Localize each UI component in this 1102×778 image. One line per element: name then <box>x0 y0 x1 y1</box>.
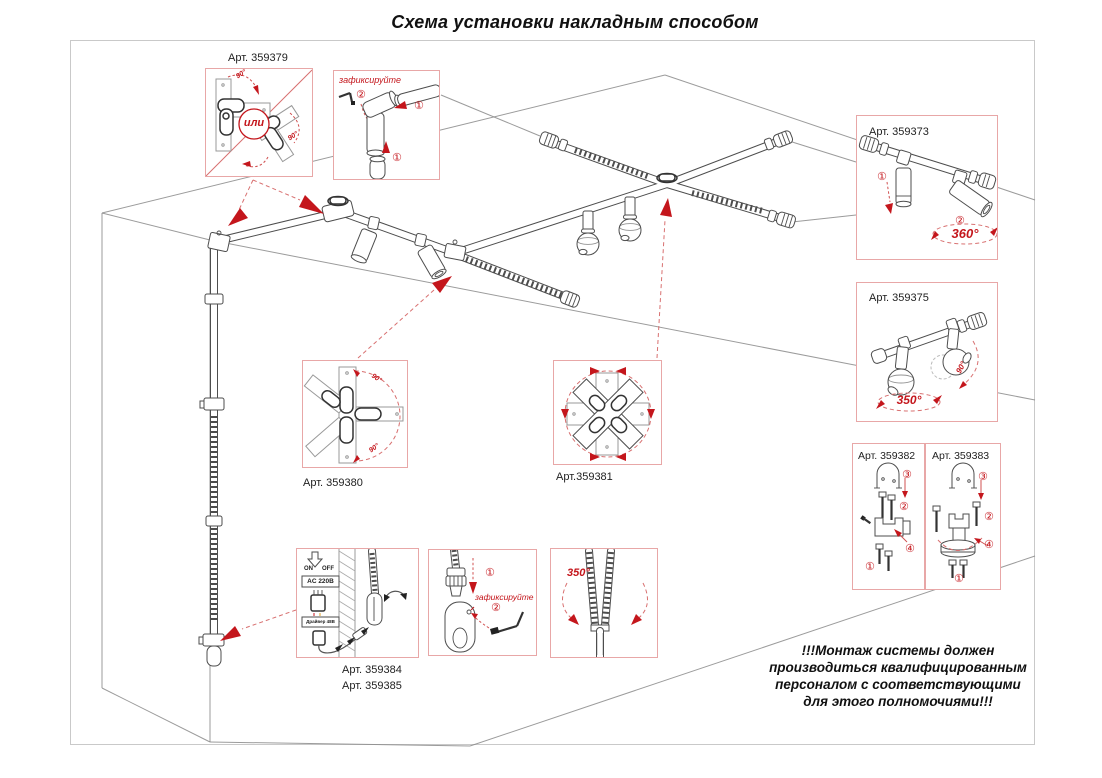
or-text: или <box>243 117 265 129</box>
bracket-359382-drawing <box>853 444 924 589</box>
warning-line: персоналом с соответствующими <box>775 677 1021 692</box>
angle-350-label: 350° <box>896 393 922 407</box>
cross-plate-drawing <box>303 361 407 467</box>
label-art-359375: Арт. 359375 <box>869 292 929 304</box>
step-3: ③ <box>902 469 912 481</box>
ac-220v-label: AC 220В <box>307 578 334 585</box>
pole-clamp <box>204 398 224 410</box>
installation-warning <box>750 642 1046 710</box>
label-art-359380: Арт. 359380 <box>303 477 363 489</box>
step-2: ② <box>491 602 501 614</box>
callout-359373 <box>856 115 998 260</box>
label-art-359381: Арт.359381 <box>556 471 613 483</box>
step-1: ① <box>414 100 424 112</box>
spotlight <box>350 216 447 280</box>
angle-90-label: 90° <box>367 442 381 455</box>
callout-359379 <box>205 68 313 177</box>
callout-359383 <box>925 443 1001 590</box>
step-1: ① <box>485 567 495 579</box>
pole-clamp <box>203 634 224 646</box>
on-label: ON <box>304 566 313 572</box>
callout-359382 <box>852 443 925 590</box>
fixate-bottom-drawing <box>429 550 536 655</box>
fixate-label: зафиксируйте <box>475 592 534 602</box>
driver-label: Драйвер 48В <box>306 619 335 624</box>
angle-350-label: 350° <box>567 567 590 579</box>
page-title: Схема установки накладным способом <box>391 12 759 32</box>
label-art-359379: Арт. 359379 <box>228 52 288 64</box>
callout-359381 <box>553 360 662 465</box>
label-art-359384: Арт. 359384 <box>342 664 402 676</box>
pole-clamp <box>205 294 223 304</box>
step-2: ② <box>955 215 965 227</box>
angle-90-label: 90° <box>369 372 383 385</box>
leader-lines-gray <box>441 95 856 222</box>
step-4: ④ <box>984 539 994 551</box>
step-3: ③ <box>978 471 988 483</box>
down-arrow-icon <box>308 552 322 567</box>
pole-foot <box>207 646 221 666</box>
callout-fixate-top <box>333 70 440 180</box>
step-1: ① <box>877 171 887 183</box>
angle-90-label: 90° <box>234 68 248 81</box>
label-art-359385: Арт. 359385 <box>342 680 402 692</box>
warning-line: для этого полномочиями!!! <box>803 694 993 709</box>
warning-line: производиться квалифицированным <box>769 660 1027 675</box>
label-art-359383: Арт. 359383 <box>932 450 990 462</box>
step-2: ② <box>356 89 366 101</box>
step-2: ② <box>984 511 994 523</box>
step-1: ① <box>392 152 402 164</box>
step-4: ④ <box>905 543 915 555</box>
angle-90-label: 90° <box>954 360 968 375</box>
callout-359384-359385 <box>296 548 419 658</box>
angle-90-label: 90° <box>286 130 300 143</box>
label-art-359382: Арт. 359382 <box>858 450 916 462</box>
off-label: OFF <box>322 566 334 572</box>
fixate-top-drawing <box>334 71 439 179</box>
power-feed-drawing <box>297 549 418 657</box>
step-1: ① <box>865 561 875 573</box>
warning-line: !!!Монтаж системы должен <box>801 643 995 658</box>
callout-rotation-350 <box>550 548 658 658</box>
rotation-350-drawing <box>551 549 657 657</box>
wall-pole <box>199 248 224 666</box>
pole-joint <box>206 516 222 526</box>
label-art-359373: Арт. 359373 <box>869 126 929 138</box>
angle-360-label: 360° <box>951 226 979 241</box>
x-plate-drawing <box>554 361 661 464</box>
callout-359380 <box>302 360 408 468</box>
step-1: ① <box>954 573 964 585</box>
callout-359375 <box>856 282 998 422</box>
fixate-label: зафиксируйте <box>339 75 401 85</box>
step-2: ② <box>899 501 909 513</box>
callout-fixate-bottom <box>428 549 537 656</box>
